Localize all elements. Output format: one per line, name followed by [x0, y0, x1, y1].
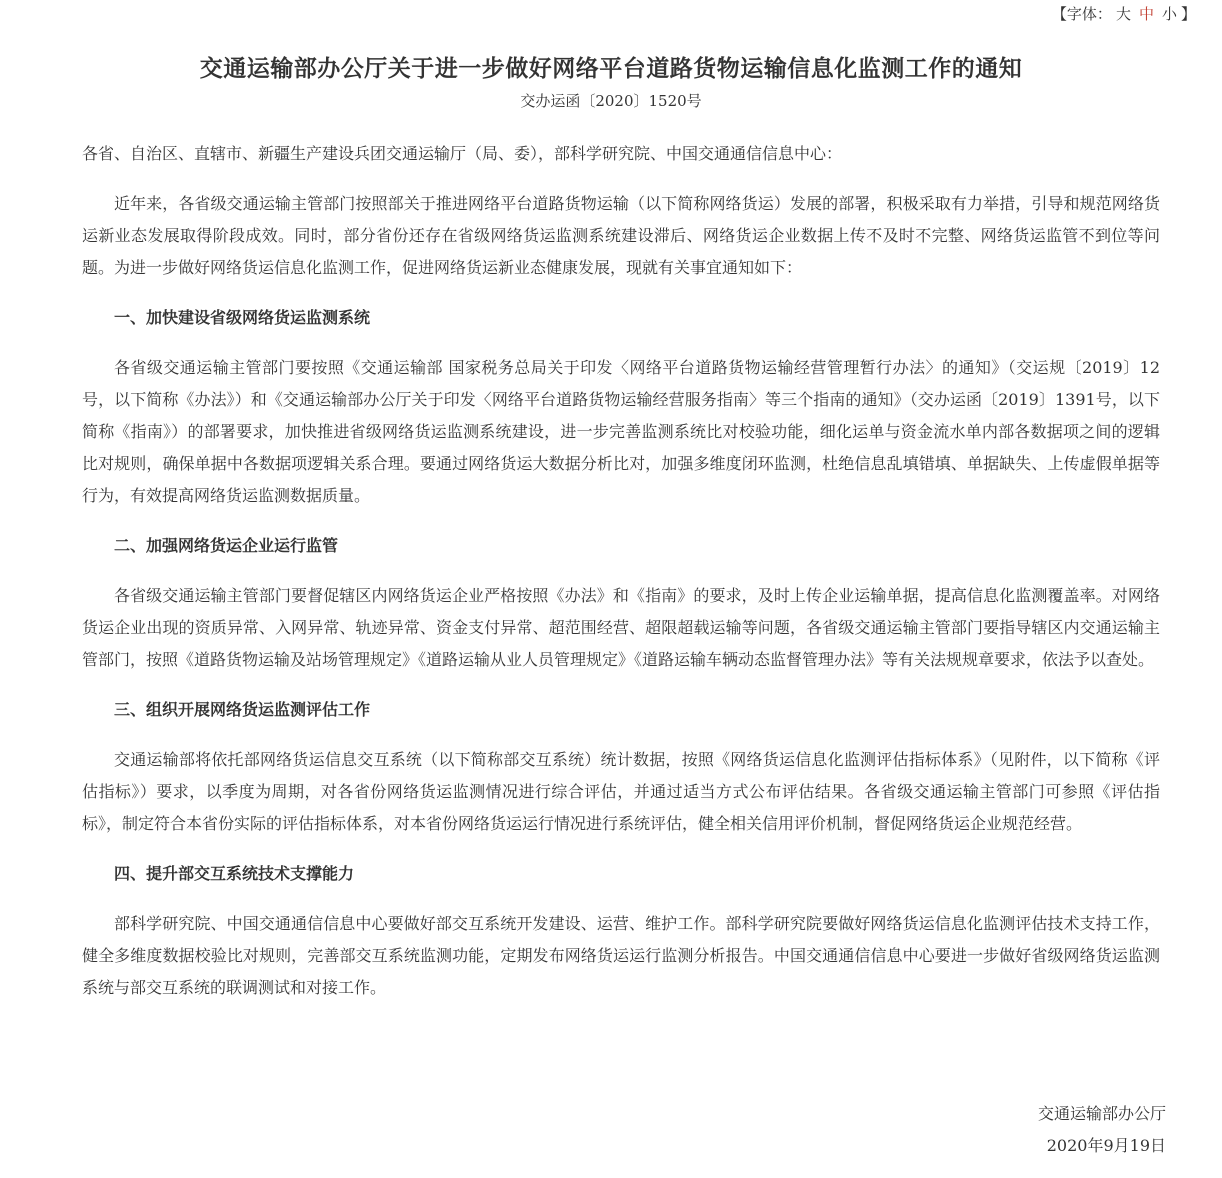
section-4-heading: 四、提升部交互系统技术支撑能力: [114, 864, 355, 883]
page-title: 交通运输部办公厅关于进一步做好网络平台道路货物运输信息化监测工作的通知: [199, 55, 1023, 82]
issue-date: 2020年9月19日: [1046, 1136, 1166, 1155]
font-size-suffix: 】: [1180, 5, 1196, 23]
intro-paragraph: 近年来，各省级交通运输主管部门按照部关于推进网络平台道路货物运输（以下简称网络货运）发展的部署，积极采取有力举措，引导和规范网络货运新业态发展取得阶段成效。同时，部分省份还存在省级网络货运监测系统建设滞后、网络货运企业数据上传不及时不完整、网络货运监管不到位等问题。为进一步做好网络货运信息化监测工作，促进网络货运新业态健康发展，现就有关事宜通知如下：: [82, 194, 1160, 277]
section-4-body: 部科学研究院、中国交通通信信息中心要做好部交互系统开发建设、运营、维护工作。部科学研究院要做好网络货运信息化监测评估技术支持工作，健全多维度数据校验比对规则，完善部交互系统监测功能，定期发布网络货运运行监测分析报告。中国交通通信信息中心要进一步做好省级网络货运监测系统与部交互系统的联调测试和对接工作。: [82, 914, 1160, 997]
font-size-large-button[interactable]: 大: [1115, 5, 1131, 23]
salutation: 各省、自治区、直辖市、新疆生产建设兵团交通运输厅（局、委），部科学研究院、中国交通通信信息中心：: [82, 144, 843, 163]
issuer: 交通运输部办公厅: [1037, 1104, 1166, 1123]
section-3-body: 交通运输部将依托部网络货运信息交互系统（以下简称部交互系统）统计数据，按照《网络货运信息化监测评估指标体系》（见附件，以下简称《评估指标》）要求，以季度为周期，对各省份网络货运监测情况进行综合评估，并通过适当方式公布评估结果。各省级交通运输主管部门可参照《评估指标》，制定符合本省份实际的评估指标体系，对本省份网络货运运行情况进行系统评估，健全相关信用评价机制，督促网络货运企业规范经营。: [82, 750, 1160, 833]
section-2-heading: 二、加强网络货运企业运行监管: [114, 536, 339, 555]
signature-block: [1038, 1098, 1166, 1162]
font-size-selector: [1052, 4, 1196, 24]
section-1-body: 各省级交通运输主管部门要按照《交通运输部 国家税务总局关于印发〈网络平台道路货物运输经营管理暂行办法〉的通知》（交运规〔2019〕12号，以下简称《办法》）和《交通运输部办公厅关于印发〈网络平台道路货物运输经营服务指南〉等三个指南的通知》（交办运函〔2019〕1391号，以下简称《指南》）的部署要求，加快推进省级网络货运监测系统建设，进一步完善监测系统比对校验功能，细化运单与资金流水单内部各数据项之间的逻辑比对规则，确保单据中各数据项逻辑关系合理。要通过网络货运大数据分析比对，加强多维度闭环监测，杜绝信息乱填错填、单据缺失、上传虚假单据等行为，有效提高网络货运监测数据质量。: [82, 358, 1160, 505]
font-size-medium-button[interactable]: 中: [1138, 5, 1154, 23]
font-size-prefix: 【字体：: [1051, 5, 1112, 23]
section-1-heading: 一、加快建设省级网络货运监测系统: [114, 308, 371, 327]
document-number: 交办运函〔2020〕1520号: [520, 92, 702, 110]
section-2-body: 各省级交通运输主管部门要督促辖区内网络货运企业严格按照《办法》和《指南》的要求，及时上传企业运输单据，提高信息化监测覆盖率。对网络货运企业出现的资质异常、入网异常、轨迹异常、资金支付异常、超范围经营、超限超载运输等问题，各省级交通运输主管部门要指导辖区内交通运输主管部门，按照《道路货物运输及站场管理规定》《道路运输从业人员管理规定》《道路运输车辆动态监督管理办法》等有关法规规章要求，依法予以查处。: [82, 586, 1160, 669]
section-3-heading: 三、组织开展网络货运监测评估工作: [114, 700, 371, 719]
font-size-small-button[interactable]: 小: [1161, 5, 1177, 23]
document-body: [82, 138, 1160, 1022]
